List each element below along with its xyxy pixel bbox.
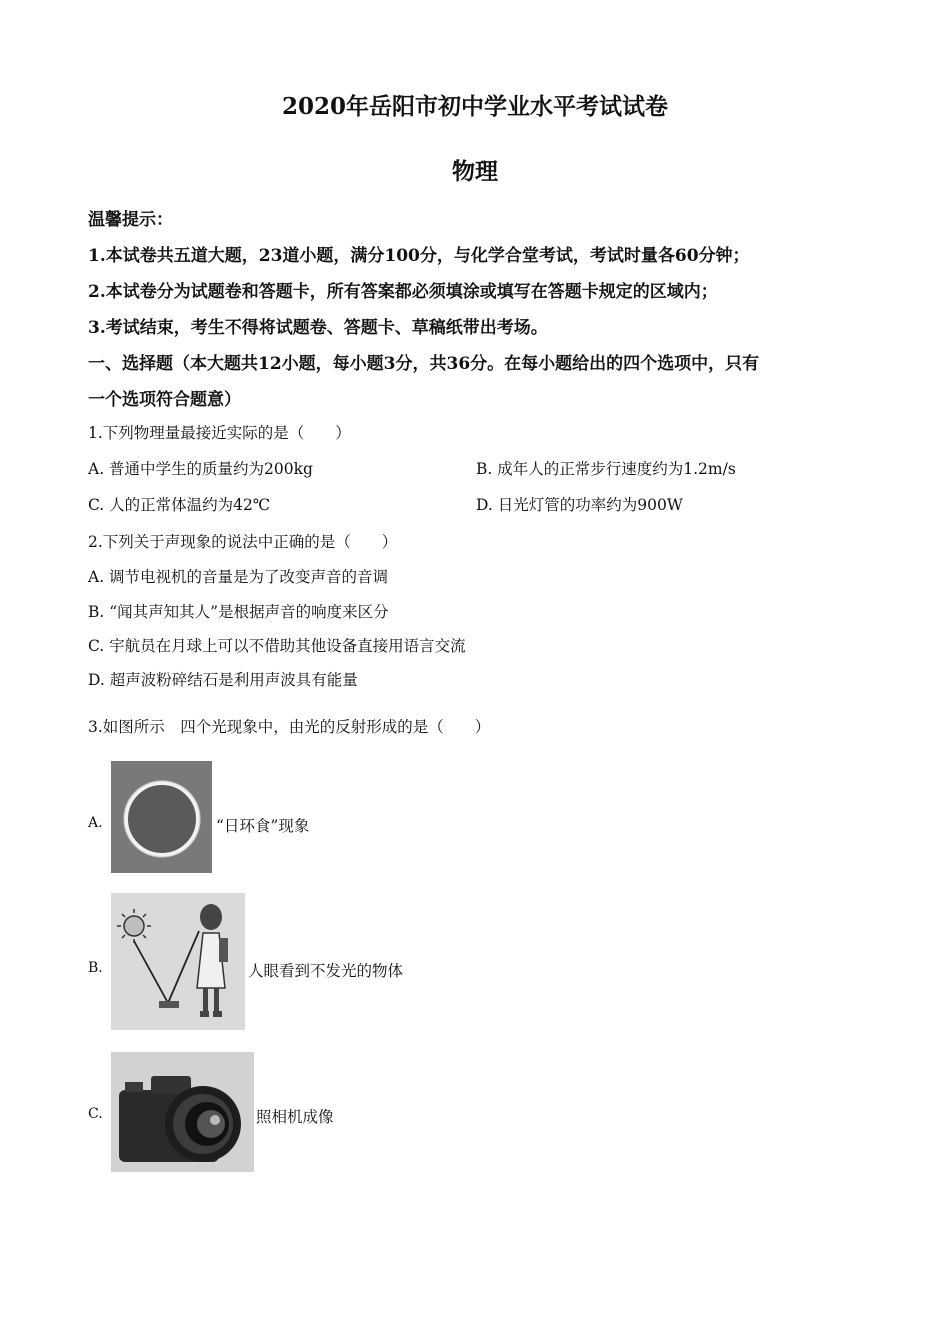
- notice-item-1: 1.本试卷共五道大题，23道小题，满分100分，与化学合堂考试，考试时量各60分钟；: [88, 246, 750, 266]
- q1-stem: 1.下列物理量最接近实际的是（ ）: [88, 424, 351, 442]
- q3-option-b-text: 人眼看到不发光的物体: [248, 962, 404, 980]
- q1-option-d: D. 日光灯管的功率约为900W: [476, 496, 683, 514]
- q2-option-b: B. “闻其声知其人”是根据声音的响度来区分: [88, 603, 389, 621]
- q2-stem: 2.下列关于声现象的说法中正确的是（ ）: [88, 533, 398, 551]
- subject-title: 物理: [452, 158, 498, 185]
- q3-option-a-letter: A.: [88, 815, 103, 831]
- q1-option-c: C. 人的正常体温约为42℃: [88, 496, 271, 514]
- exam-title: 2020年岳阳市初中学业水平考试试卷: [281, 93, 668, 120]
- q1-option-b: B. 成年人的正常步行速度约为1.2m/s: [476, 460, 736, 478]
- q3-option-b-letter: B.: [88, 960, 103, 976]
- q2-option-a: A. 调节电视机的音量是为了改变声音的音调: [88, 568, 389, 586]
- q3-option-a-text: “日环食”现象: [216, 817, 310, 835]
- q3-option-c-letter: C.: [88, 1106, 103, 1122]
- notice-heading: 温馨提示：: [88, 210, 173, 230]
- q1-option-a: A. 普通中学生的质量约为200kg: [88, 460, 313, 478]
- reflection-girl-sun-illustration: [111, 893, 245, 1030]
- q2-option-d: D. 超声波粉碎结石是利用声波具有能量: [88, 671, 358, 689]
- q3-stem: 3.如图所示 四个光现象中，由光的反射形成的是（ ）: [88, 718, 491, 736]
- section-heading-line1: 一、选择题（本大题共12小题，每小题3分，共36分。在每小题给出的四个选项中，只有: [88, 354, 760, 374]
- solar-eclipse-photo: [111, 761, 212, 873]
- camera-photo: [111, 1052, 254, 1172]
- notice-item-3: 3.考试结束，考生不得将试题卷、答题卡、草稿纸带出考场。: [88, 318, 548, 338]
- section-heading-line2: 一个选项符合题意）: [88, 390, 241, 410]
- q2-option-c: C. 宇航员在月球上可以不借助其他设备直接用语言交流: [88, 637, 466, 655]
- notice-item-2: 2.本试卷分为试题卷和答题卡，所有答案都必须填涂或填写在答题卡规定的区域内；: [88, 282, 718, 302]
- q3-option-c-text: 照相机成像: [256, 1108, 334, 1126]
